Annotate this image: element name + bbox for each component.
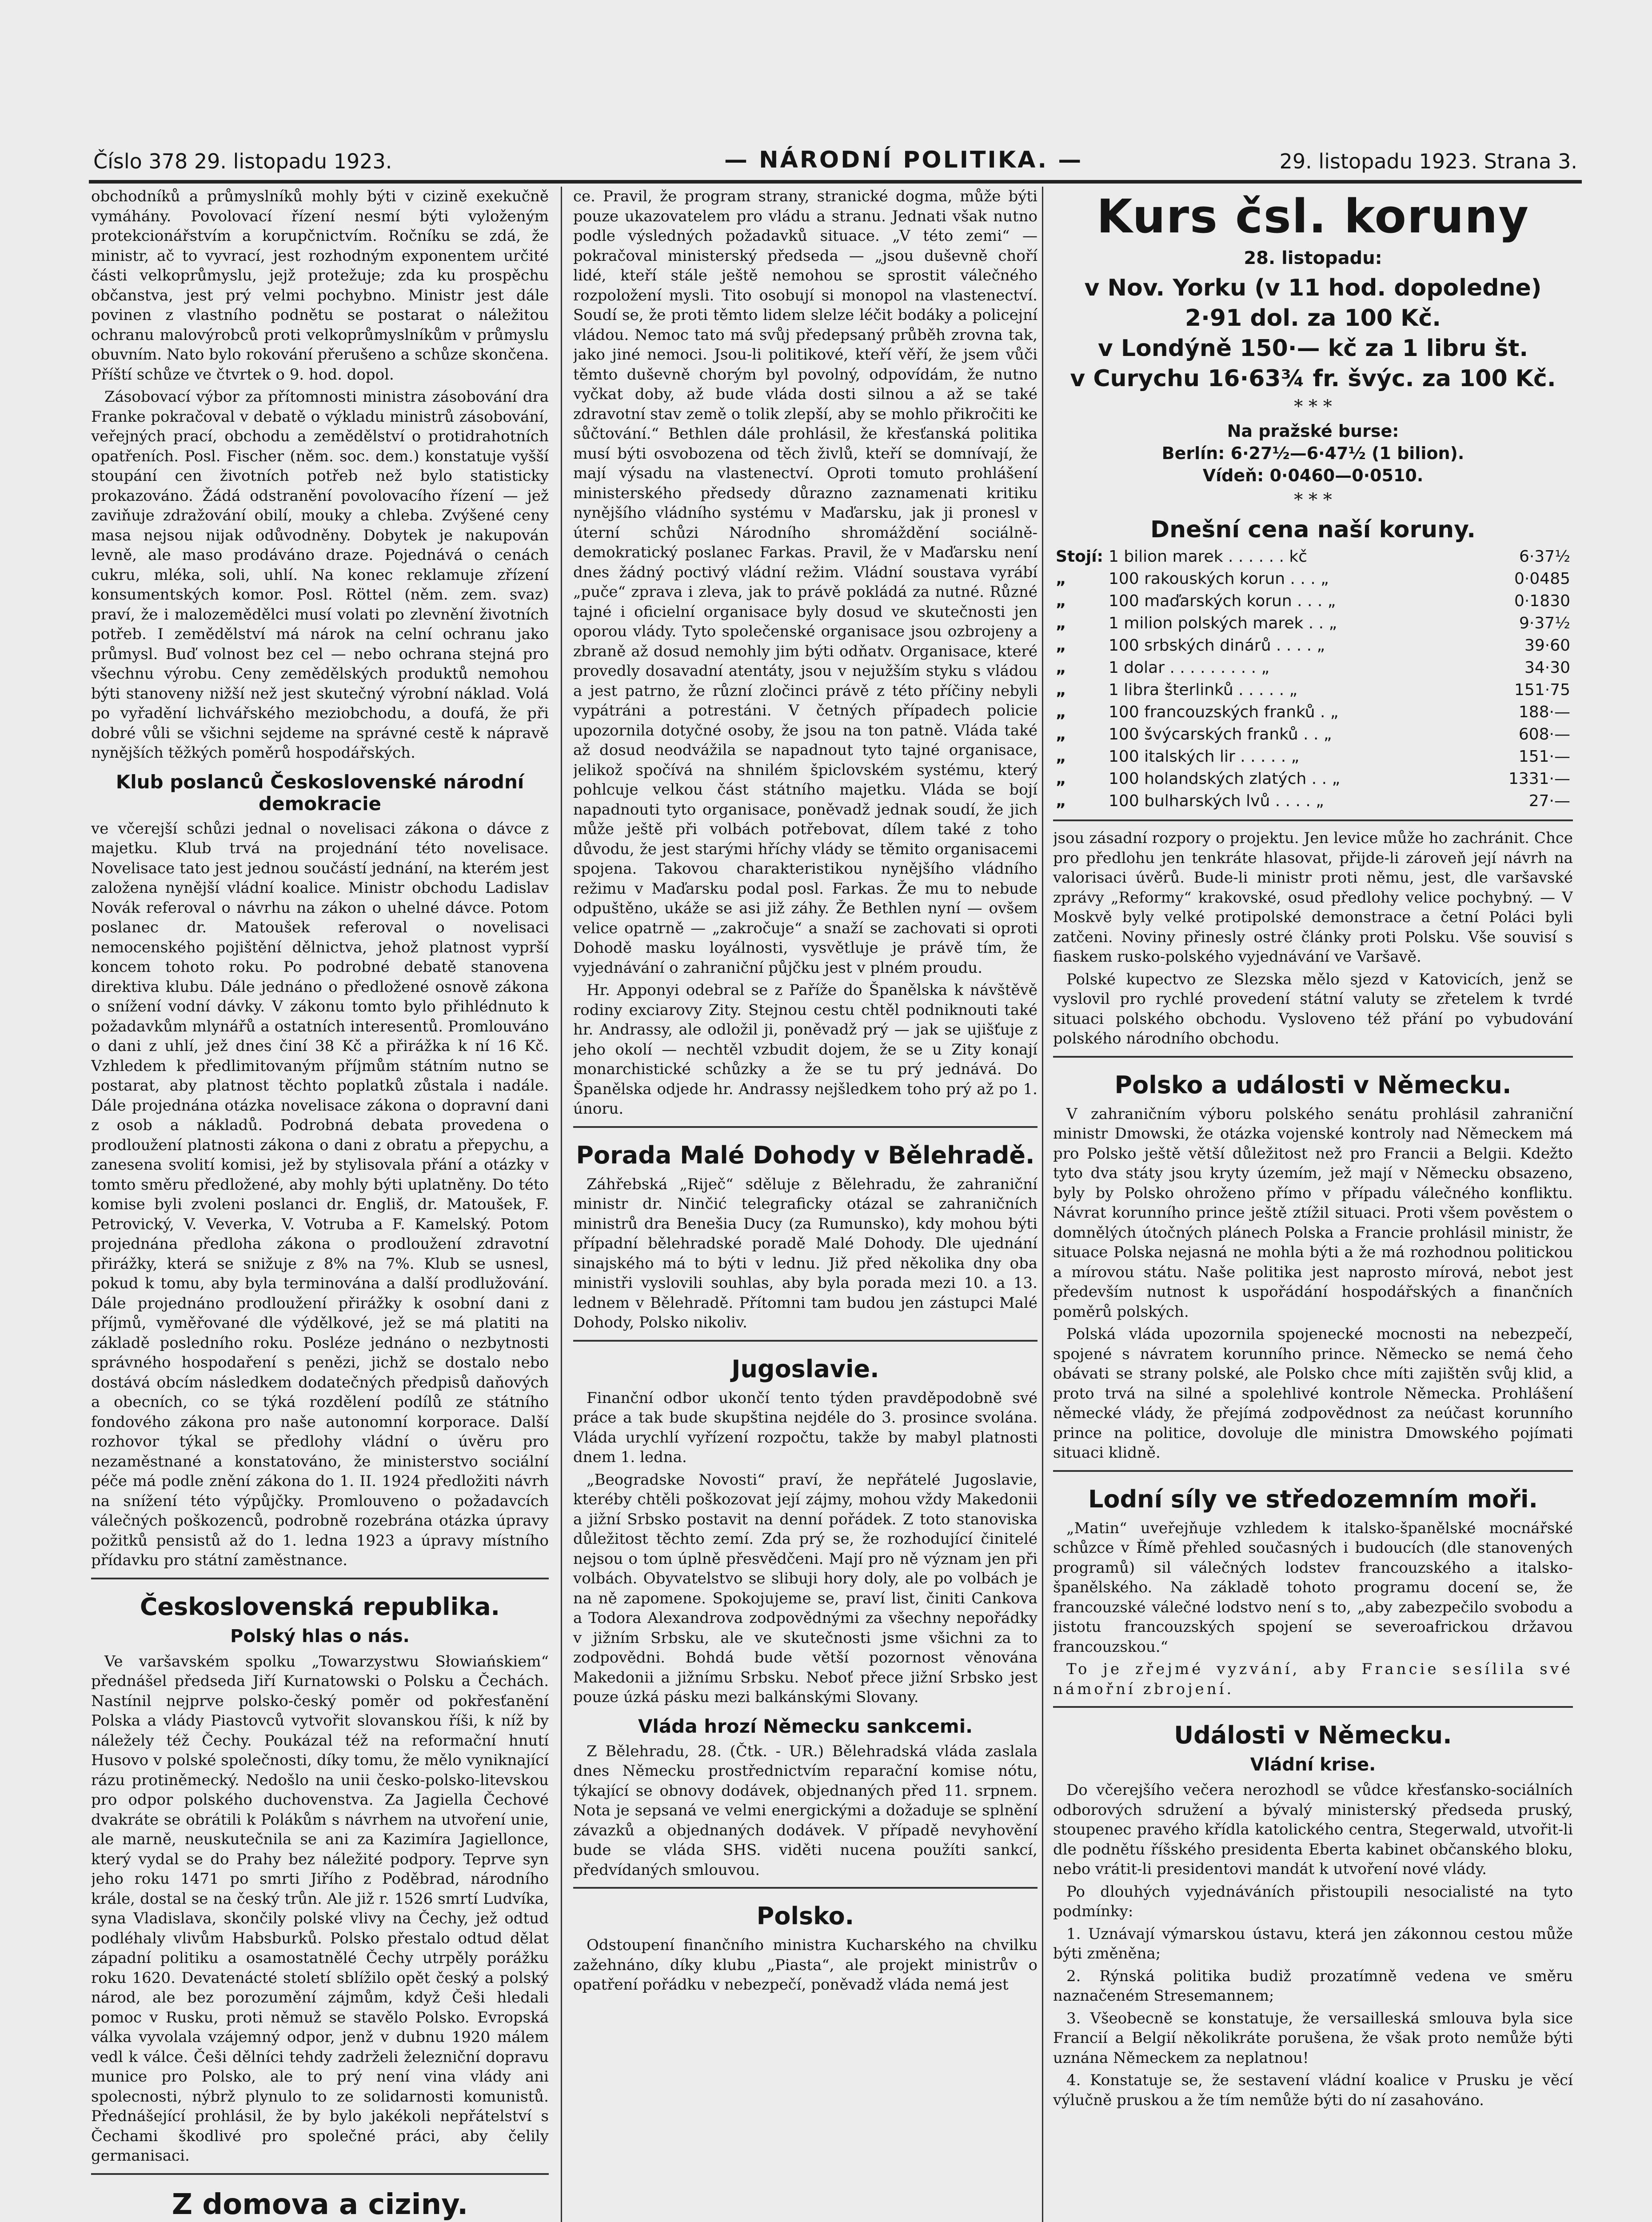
article-paragraph: Do včerejšího večera nerozhodl se vůdce křesťansko-sociálních odborových sdružení a bývalý ministerský předseda pruský, stoupenec pravého křídla katolického centra, Stegerwald, utvořit-li dle podnětu říšského presidenta Eberta kabinet občanského bloku, nebo vrátit-li presidentovi mandát k utvoření nové vlády.	[1053, 1781, 1573, 1878]
article-paragraph: Finanční odbor ukončí tento týden pravděpodobně své práce a tak bude skupština nejdéle do 3. prosince svolána. Vláda urychlí vyřízení rozpočtu, takže by mabyl platnosti dnem 1. ledna.	[573, 1389, 1037, 1466]
section-rule	[1053, 1706, 1573, 1708]
article-paragraph: Polská vláda upozornila spojenecké mocnosti na nebezpečí, spojené s návratem korunního prince. Německo se nemá čeho obávati se strany polské, ale Polsko chce míti zajištěn svůj klid, a proto trvá na silné a spolehlivé kontrole Německa. Prohlášení německé vlády, že přejímá zodpovědnost za neúčast korunního prince na politice, dovoluje dle ministra Dmowského pojímati situaci klidně.	[1053, 1325, 1573, 1462]
rate-lbl: „	[1056, 614, 1066, 632]
rate-new-york: v Nov. Yorku (v 11 hod. dopoledne)	[1084, 275, 1542, 301]
rate-lbl: „	[1056, 703, 1066, 721]
article-paragraph: obchodníků a průmyslníků mohly býti v cizině exekučně vymáhány. Povolovací řízení nesmí býti vyloženým protekcionářstvím a korupčnictvím. Ročníku se zdá, že ministr, ač to vyvrací, jest rozhodným exponentem určité části velkoprůmyslu, jejž protežuje; zda ku prospěchu občanstva, jest prý velmi pochybno. Ministr jest dále povinen z vlastního podnětu se postarat o náležitou ochranu malovýrobců proti velkoprůmyslníkům v průmyslu obuvním. Nato bylo rokování přerušeno a schůze skončena. Příští schůze ve čtvrtek o 9. hod. dopol.	[91, 188, 549, 384]
rate-val: 0·1830	[1514, 592, 1570, 610]
section-rule	[573, 1126, 1037, 1128]
article-paragraph: „Matin“ uveřejňuje vzhledem k italsko-španělské mocnářské schůzce v Římě přehled současných i budoucích (dle stanovených programů) sil válečných lodstev francouzského a italsko-španělského. Na základě tohoto programu docení se, že francouzské válečné lodstvo není s to, „aby zabezpečilo svobodu a jistotu francouzských spojení se severoafrickou državou francouzskou.“	[1053, 1519, 1573, 1656]
subheading: Vláda hrozí Německu sankcemi.	[638, 1715, 973, 1737]
section-rule	[1053, 1470, 1573, 1472]
rate-berlin: Berlín: 6·27½—6·47½ (1 bilion).	[1161, 444, 1464, 463]
rate-item: 1 milion polských marek . . „	[1108, 614, 1337, 632]
section-rule	[91, 1578, 549, 1579]
section-rule	[573, 1340, 1037, 1342]
rate-row	[1053, 612, 1573, 635]
rate-lbl: „	[1056, 592, 1066, 610]
rate-new-york-value: 2·91 dol. za 100 Kč.	[1185, 305, 1441, 332]
rate-lbl: Stojí:	[1056, 548, 1103, 566]
article-paragraph: 2. Rýnská politika budiž prozatímně vedena ve směru naznačeném Stresemannem;	[1053, 1967, 1573, 2005]
article-paragraph: Hr. Apponyi odebral se z Paříže do Španělska k návštěvě rodiny exciarovy Zity. Stejnou cestu chtěl podniknouti také hr. Andrassy, ale odložil ji, poněvadž prý — jak se ujišťuje z jeho okolí — nechtěl vzbudit dojem, že se u Zity konají monarchistické schůzky a že se tu prý jednává. Do Španělska odjede hr. Andrassy nejšledkem toho prý až po 1. únoru.	[573, 981, 1037, 1118]
section-heading: Z domova a ciziny.	[172, 2188, 468, 2221]
article-paragraph: Odstoupení finančního ministra Kucharského na chvilku zažehnáno, díky klubu „Piasta“, ale projekt ministrův o opatření pořádku v nebezpečí, poněvadž vláda nemá jest	[573, 1936, 1037, 1994]
separator-stars: * * *	[1294, 396, 1332, 417]
article-paragraph: jsou zásadní rozpory o projektu. Jen levice může ho zachránit. Chce pro předlohu jen tenkráte hlasovat, přijde-li zároveň její návrh na valorisaci úvěrů. Bude-li ministr proti němu, jest, dle varšavské zprávy „Reformy“ krakovské, osud předlohy velice pochybný. — V Moskvě byly velké protipolské demonstrace a četní Poláci byli zatčeni. Noviny přinesly ostré články proti Polsku. Vše souvisí s fiaskem rusko-polského vyjednávání ve Varšavě.	[1053, 829, 1573, 966]
rate-lbl: „	[1056, 681, 1066, 699]
rate-row	[1053, 568, 1573, 590]
rate-item: 100 maďarských korun . . . „	[1108, 592, 1336, 610]
rate-val: 9·37½	[1519, 614, 1570, 632]
exchange-rate-title: Kurs čsl. koruny	[1096, 189, 1530, 244]
rate-zurich: v Curychu 16·63¾ fr. švýc. za 100 Kč.	[1070, 365, 1556, 392]
subheading: Vládní krise.	[1250, 1754, 1376, 1775]
rate-lbl: „	[1056, 747, 1066, 766]
column-divider	[561, 187, 562, 2222]
bourse-title: Na pražské burse:	[1227, 421, 1399, 441]
rate-vienna: Vídeň: 0·0460—0·0510.	[1202, 466, 1424, 485]
column-2	[573, 187, 1037, 2222]
column-divider	[1042, 187, 1043, 2222]
date-page: 29. listopadu 1923. Strana 3.	[1279, 149, 1577, 173]
article-paragraph: Polské kupectvo ze Slezska mělo sjezd v Katovicích, jenž se vyslovil pro rychlé provedení státní valuty se zřetelem k tvrdé situaci polského obchodu. Vysloveno též přání po vybudování polského národního obchodu.	[1053, 970, 1573, 1047]
issue-info: Číslo 378 29. listopadu 1923.	[93, 149, 392, 173]
rate-val: 39·60	[1524, 636, 1570, 655]
rate-item: 1 dolar . . . . . . . . . „	[1108, 659, 1270, 677]
rate-val: 0·0485	[1514, 570, 1570, 588]
section-rule	[573, 1887, 1037, 1889]
rate-val: 188·—	[1518, 703, 1570, 721]
section-heading: Klub poslanců Československé národní demokracie	[116, 771, 524, 815]
rate-row	[1053, 657, 1573, 679]
rate-val: 6·37½	[1519, 548, 1570, 566]
section-rule	[91, 2173, 549, 2175]
rate-item: 100 rakouských korun . . . „	[1108, 570, 1329, 588]
section-rule	[1053, 819, 1573, 821]
article-paragraph: ve včerejší schůzi jednal o novelisaci zákona o dávce z majetku. Klub trvá na projednání této novelisace. Novelisace tato jest jednou součástí jednání, na kterém jest založena nynější vládní koalice. Ministr obchodu Ladislav Novák referoval o návrhu na zákon o uhelné dávce. Potom poslanec dr. Matoušek referoval o novelisaci nemocenského pojištění dělnictva, jehož platnost vyprší koncem tohoto roku. Po podrobné debatě stanovena direktiva klubu. Dále jednáno o předložené osnově zákona o snížení vodní dávky. V zákonu tomto bylo přihlédnuto k požadavkům mlynářů a ostatních interesentů. Promlouváno o dani z uhlí, jež dnes činí 38 Kč a přirážka k ní 16 Kč. Vzhledem k předlimitovaným příjmům státním nutno se postarat, aby platnost těchto poplatků zůstala i nadále. Dále projednána otázka novelisace zákona o dopravní dani z osob a nákladů. Podrobná debata provedena o prodloužení platnosti zákona o dani z obratu a přepychu, a zanesena svolití komisi, jež by stylisovala přání a otázky v tomto směru předložené, aby mohly býti uplatněny. Do této komise byli zvoleni poslanci dr. Engliš, dr. Matoušek, F. Petrovický, V. Veverka, V. Votruba a F. Kamelský. Potom projednána předloha zákona o prodloužení zdravotní přirážky, která se snižuje z 8% na 7%. Klub se usnesl, pokud k tomu, aby byla terminována a další prodlužování. Dále projednáno prodloužení přirážky k osobní dani z příjmů, vyměřované dle výdělkové, jež se má platiti na základě posledního roku. Posléze jednáno o nezbytnosti správného hospodaření s penězi, jichž se dostalo nebo dostává obcím následkem dodatečných předpisů daňových a obecních, co se týká rozdělení podílů ze státního fondového zákona pro naše autonomní korporace. Další rozhovor týkal se předlohy vládní o úvěru pro nezaměstnané a konstatováno, že ministerstvo sociální péče má podle znění zákona do 1. II. 1924 předložiti návrh na snížení této výpůjčky. Promlouveno o požadavcích válečných poškozenců, podrobně rozebrána otázka úpravy požitků pensistů až do 1. ledna 1923 a úpravy místního přídavku pro státní zaměstnance.	[91, 819, 549, 1569]
article-paragraph: Ve varšavském spolku „Towarzystwu Słowiańskiem“ přednášel předseda Jiří Kurnatowski o Polsku a Čechách. Nastínil nejprve polsko-český poměr od pokřesťanění Polska a vlády Piastovců vytvořit slovanskou říši, k níž by náležely též Čechy. Poukázal též na reformační hnutí Husovo v polské společnosti, díky tomu, že mělo vyniknající rázu protiněmecký. Nedošlo na unii česko-polsko-litevskou pro odpor polského duchovenstva. Za Jagiella Čechové dvakráte se obrátili k Polákům s návrhem na utvoření unie, ale marně, neuskutečnila se ani za Kazimíra Jagiellonce, který vydal se do Prahy bez náležité podpory. Teprve syn jeho roku 1471 po smrti Jiřího z Poděbrad, národního krále, dostal se na český trůn. Ale již r. 1526 smrtí Ludvíka, syna Vladislava, skončily polské vlivy na Čechy, jež odtud podléhaly vlivům Habsburků. Polsko přestalo odtud dělat západní politiku a osamostatnělé Čechy utrpěly porážku roku 1620. Devatenácté století sblížilo opět český a polský národ, ale bez porozumění zájmům, když Češi hledali pomoc v Rusku, proti němuž se stavělo Polsko. Evropská válka vyvolala vzájemný odpor, jenž v dubnu 1920 málem vedl k válce. Češi dělníci tehdy zadrželi železniční dopravu munice pro Polsko, ale to prý není vina vlády ani spolecnosti, nýbrž plynulo to ze solidarnosti komunistů. Přednášející prohlásil, že by bylo jakékoli nepřátelství s Čechami škodlivé pro společné práci, aby čelily germanisaci.	[91, 1652, 549, 2165]
exchange-rate-date: 28. listopadu:	[1244, 248, 1382, 268]
article-paragraph: V zahraničním výboru polského senátu prohlásil zahraniční ministr Dmowski, že otázka vojenské kontroly nad Německem má pro Polsko ještě větší důležitost než pro Francii a Belgii. Kdežto tyto dva státy jsou kryty územím, jež mají v Německu obsazeno, byly by Polsko ohroženo přímo v případu válečného konfliktu. Návrat korunního prince ještě ztížil situaci. Proti všem pověstem o domnělých útočných plánech Polska a Francie prohlásil ministr, že situace Polska nejasná ne mohla býti a že má rozhodnou politickou a mírovou státu. Naše politika jest naprosto mírová, nebot jest především nutnost k uspořádání hospodářských a finančních poměrů polských.	[1053, 1105, 1573, 1321]
article-paragraph: 3. Všeobecně se konstatuje, že versailleská smlouva byla sice Francií a Belgií několikráte porušena, že však proto nemůže býti uznána Německem za neplatnou!	[1053, 2009, 1573, 2067]
article-paragraph: ce. Pravil, že program strany, stranické dogma, může býti pouze ukazovatelem pro vládu a stranu. Jednati však nutno podle výsledných požadavků situace. „V této zemi“ — pokračoval ministerský předseda — „jsou duševně choří lidé, kteří stále ještě nemohou se sprostit válečného rozpoložení mysli. Tito osobují si monopol na vlastenectví. Soudí se, že proti těmto lidem slelze léčit bodáky a policejní vládou. Nemoc tato má svůj předepsaný průběh zrovna tak, jako jiné nemoci. Jsou-li politikové, kteří věří, že jsem vůči těmto duševně chorým byl povolný, odpovídám, že nutno vyčkat doby, až bude vláda dosti silnou a až se také zdravotní stav země o tolik zlepší, aby se mohlo přikročiti ke sůčtování.“ Bethlen dále prohlásil, že křesťanská politika musí býti osvobozena od těch živlů, kteří se domnívají, že mají výsadu na vlastenectví. Oproti tomuto prohlášení ministerského předsedy důrazno zaznamenati kritiku nynějšího vládního systému v Maďarsku, jak ji pronesl v úterní schůzi Národního shromáždění sociálně-demokratický poslanec Farkas. Pravil, že v Maďarsku není dnes žádný poctivý vládní režim. Vládní soustava vyrábí „puče“ zprava i zleva, jak to právě pokládá za nutné. Různé tajné i oficielní organisace byly dosud ve skutečnosti jen oporou vlády. Tyto společenské organisace jsou ozbrojeny a zbraně až dosud nemohly jim býti odňatv. Organisace, které provedly dosavadní atentáty, jsou v nejužším styku s vládou a jest patrno, že různí zločinci právě z této příčiny nebyli vypátráni a potrestáni. V četných případech policie upozornila dotyčné osoby, že jsou na ton patně. Vláda také až dosud neodvážila se napadnout tyto tajné organisace, jelikož spočívá na shnilém špiclovském systému, který pohlcuje velkou část státního majetku. Vláda se bojí napadnouti tyto organisace, poněvadž jednak soudí, že jich může ještě při volbách potřebovat, dílem také z toho důvodu, že jest starými hříchy vlády se těmito organisacemi spojena. Takovou charakteristikou nynějšího vládního režimu v Maďarsku podal posl. Farkas. Že mu to nebude odpuštěno, ukáže se asi již záhy. Že Bethlen nyní — ovšem velice opatrně — „zakročuje“ a snaží se zachovati si oproti Dohodě masku loyálnosti, vysvětluje je právě tím, že vyjednávání o zahraniční půjčku jest v plném proudu.	[573, 188, 1037, 977]
page-header	[89, 147, 1582, 178]
article-paragraph: Po dlouhých vyjednáváních přistoupili nesocialisté na tyto podmínky:	[1053, 1882, 1573, 1920]
article-paragraph: Zásobovací výbor za přítomnosti ministra zásobování dra Franke pokračoval v debatě o výkladu ministrů zásobování, veřejných prací, obchodu a zemědělství o protidrahotních opatřeních. Posl. Fischer (něm. soc. dem.) konstatuje vyšší stoupání cen životních potřeb než bylo statisticky prokazováno. Žádá odstranění povolovacího řízení — jež zaviňuje zdražování obilí, mouky a chleba. Zvýšené ceny masa nejsou nijak odůvodněny. Dobytek je nakupován levně, ale maso prodáváno draze. Pojednává o cenách cukru, mléka, soli, uhlí. Na konec reklamuje zřízení konsumentských komor. Posl. Röttel (něm. zem. svaz) praví, že i malozemědělci musí volati po zlevnění životních potřeb. I zemědělství má nárok na celní ochranu jako průmysl. Buď volnost bez cel — nebo ochrana stejná pro všechnu výrobu. Ceny zemědělských produktů nemohou býti stanoveny nižší než jest skutečný výrobní náklad. Volá po vyřadění lichvářského meziobchodu, a doufá, že při dobré vůli se všichni sejdeme na správné cestě k nápravě nynějších těžkých poměrů hospodářských.	[91, 388, 549, 762]
rate-item: 100 italských lir . . . . . „	[1108, 747, 1300, 766]
rate-item: 1 libra šterlinků . . . . . „	[1108, 681, 1298, 699]
subheading: Polský hlas o nás.	[230, 1626, 410, 1647]
rate-lbl: „	[1056, 636, 1066, 655]
section-heading: Československá republika.	[140, 1592, 500, 1621]
section-heading: Lodní síly ve středozemním moři.	[1088, 1485, 1538, 1513]
rate-lbl: „	[1056, 792, 1066, 810]
rate-item: 100 francouzských franků . „	[1108, 703, 1339, 721]
article-paragraph: „Beogradske Novosti“ praví, že nepřátelé Jugoslavie, kteréby chtěli poškozovat její zájmy, mohou vždy Makedonii a jižní Srbsko postavit na denní pořádek. Z toto stanoviska důležitost těchto zemí. Zda prý se, že rozhodující činitelé nejsou o tom úplně přesvědčeni. Mají pro ně význam jen při volbách. Obyvatelstvo se slibuji hory doly, ale po volbách je na ně zapomene. Spokojujeme se, praví list, činiti Cankova a Todora Alexandrova zodpovědnými za všechny nepořádky v jižním Srbsku, ale ve skutečnosti jsme všichni za to zodpovědni. Bohdá bude větší pozornost věnována Makedonii a jižnímu Srbsku. Neboť přece jižní Srbsko jest pouze úzká pásku mezi balkánskými Slovany.	[573, 1471, 1037, 1706]
article-paragraph: To je zřejmé vyzvání, aby Francie sesílila své námořní zbrojení.	[1053, 1660, 1573, 1698]
rate-row	[1053, 746, 1573, 768]
section-heading: Polsko.	[756, 1902, 854, 1930]
rate-row	[1053, 679, 1573, 701]
column-1	[91, 187, 549, 2222]
article-paragraph: 1. Uznávají výmarskou ústavu, která jen zákonnou cestou může býti změněna;	[1053, 1925, 1573, 1962]
rate-row	[1053, 768, 1573, 790]
rate-item: 100 bulharských lvů . . . . „	[1108, 792, 1324, 810]
rate-lbl: „	[1056, 570, 1066, 588]
article-paragraph: Záhřebská „Riječ“ sděluje z Bělehradu, že zahraniční ministr dr. Ninčić telegraficky otázal se zahraničních ministrů dra Benešia Ducy (za Rumunsko), kdy mohou býti případní bělehradské poradě Malé Dohody. Dle ujednání sinajského má to býti v lednu. Již před několika dny oba ministři vyslovili souhlas, aby byla porada mezi 10. a 13. lednem v Bělehradě. Přítomni tam budou jen zástupci Malé Dohody, Polsko nikoliv.	[573, 1175, 1037, 1331]
rate-val: 151·—	[1518, 747, 1570, 766]
section-heading: Jugoslavie.	[731, 1355, 879, 1383]
rate-item: 100 holandských zlatých . . „	[1108, 770, 1341, 788]
crown-value-title: Dnešní cena naší koruny.	[1150, 516, 1476, 543]
article-paragraph: Z Bělehradu, 28. (Čtk. - UR.) Bělehradská vláda zaslala dnes Německu prostřednictvím reparační komise nótu, týkající se obnovy dodávek, objednaných před 11. srpnem. Nota je sepsaná ve velmi energickými a dožaduje se splnění závazků a objednaných dodávek. V případě nevyhovění bude se vláda SHS. viděti nucena použíti sankcí, předvídaných smlouvou.	[573, 1742, 1037, 1879]
rate-row	[1053, 546, 1573, 568]
separator-stars: * * *	[1294, 490, 1332, 510]
masthead: — NÁRODNÍ POLITIKA. —	[724, 147, 1083, 173]
rate-lbl: „	[1056, 659, 1066, 677]
section-rule	[1053, 1056, 1573, 1058]
header-rule	[89, 180, 1582, 184]
rate-row	[1053, 701, 1573, 723]
rate-row	[1053, 635, 1573, 657]
section-heading: Události v Německu.	[1174, 1721, 1452, 1749]
rate-val: 34·30	[1524, 659, 1570, 677]
section-heading: Porada Malé Dohody v Bělehradě.	[576, 1141, 1035, 1169]
rate-val: 1331·—	[1508, 770, 1570, 788]
column-3	[1053, 187, 1573, 2222]
rate-item: 100 srbských dinárů . . . . „	[1108, 636, 1325, 655]
rate-val: 27·—	[1528, 792, 1570, 810]
article-paragraph: 4. Konstatuje se, že sestavení vládní koalice v Prusku je věcí výlučně pruskou a že tím nemůže býti do ní zasahováno.	[1053, 2071, 1573, 2109]
rate-lbl: „	[1056, 725, 1066, 743]
crown-value-table	[1053, 546, 1573, 812]
rate-val: 608·—	[1518, 725, 1570, 743]
rate-row	[1053, 723, 1573, 746]
rate-val: 151·75	[1514, 681, 1570, 699]
rate-lbl: „	[1056, 770, 1066, 788]
rate-item: 100 švýcarských franků . . „	[1108, 725, 1332, 743]
rate-item: 1 bilion marek . . . . . . kč	[1108, 548, 1307, 566]
section-heading: Polsko a události v Německu.	[1114, 1071, 1512, 1099]
rate-row	[1053, 590, 1573, 612]
rate-london: v Londýně 150·— kč za 1 libru št.	[1097, 335, 1528, 362]
rate-row	[1053, 790, 1573, 812]
